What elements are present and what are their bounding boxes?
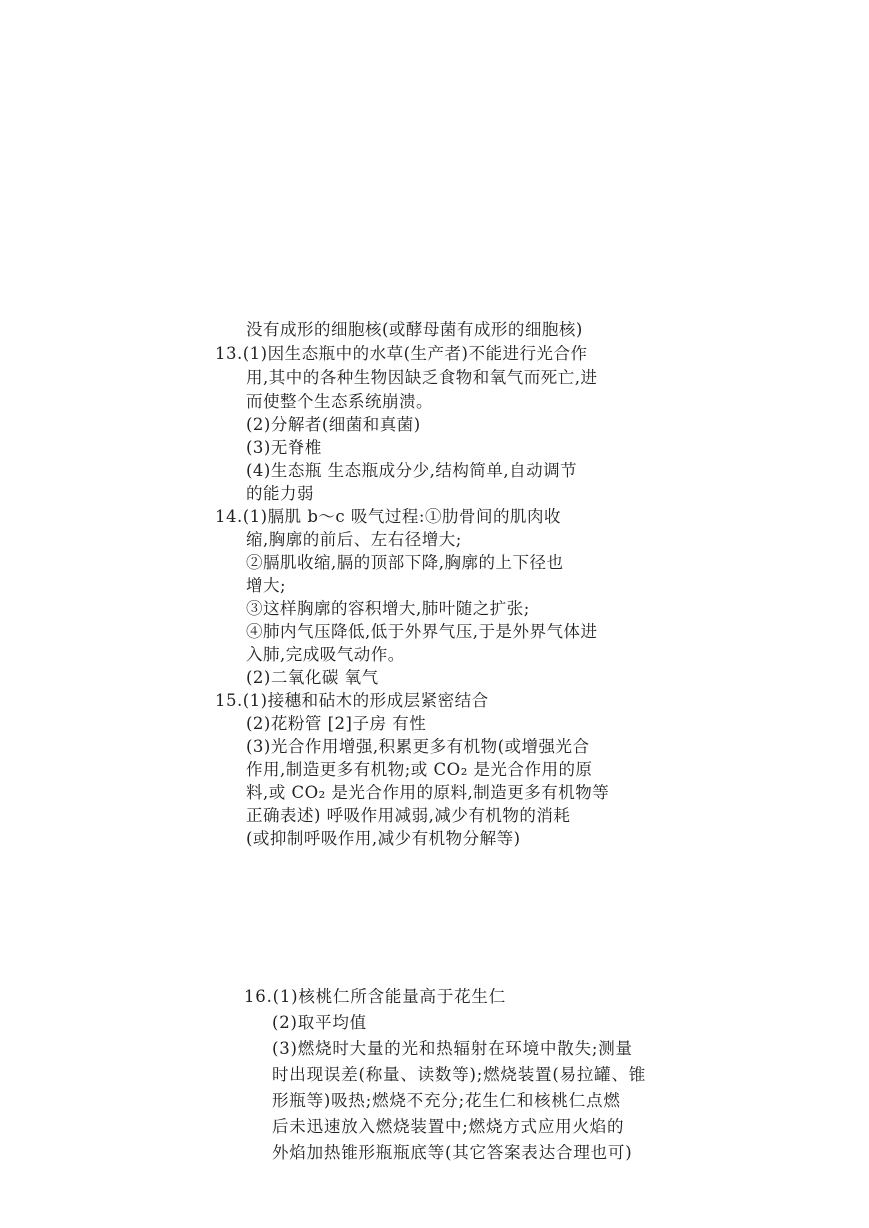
answer-line: 后未迅速放入燃烧装置中;燃烧方式应用火焰的 bbox=[272, 1117, 625, 1136]
answer-line: 没有成形的细胞核(或酵母菌有成形的细胞核) bbox=[246, 320, 583, 339]
answer-line: 用,其中的各种生物因缺乏食物和氧气而死亡,进 bbox=[246, 368, 598, 387]
answer-line: 料,或 CO₂ 是光合作用的原料,制造更多有机物等 bbox=[246, 783, 610, 802]
answer-line: 增大; bbox=[246, 576, 287, 595]
answer-line: 正确表述) 呼吸作用减弱,减少有机物的消耗 bbox=[246, 806, 571, 825]
answer-line: (2)花粉管 [2]子房 有性 bbox=[246, 714, 427, 733]
answer-line: ③这样胸廓的容积增大,肺叶随之扩张; bbox=[246, 599, 530, 618]
answer-line: 作用,制造更多有机物;或 CO₂ 是光合作用的原 bbox=[246, 760, 593, 779]
answer-line: (3)燃烧时大量的光和热辐射在环境中散失;测量 bbox=[272, 1039, 633, 1058]
answer-line: 13.(1)因生态瓶中的水草(生产者)不能进行光合作 bbox=[215, 344, 588, 363]
answer-line: (4)生态瓶 生态瓶成分少,结构简单,自动调节 bbox=[246, 461, 578, 480]
answer-line: (2)取平均值 bbox=[272, 1013, 367, 1032]
answer-line: (或抑制呼吸作用,减少有机物分解等) bbox=[246, 829, 521, 848]
answer-line: 入肺,完成吸气动作。 bbox=[246, 645, 405, 664]
answer-line: 的能力弱 bbox=[246, 484, 314, 503]
answer-line: (2)分解者(细菌和真菌) bbox=[246, 415, 421, 434]
answer-line: ②膈肌收缩,膈的顶部下降,胸廓的上下径也 bbox=[246, 553, 564, 572]
answer-line: 15.(1)接穗和砧木的形成层紧密结合 bbox=[215, 691, 489, 710]
answer-line: (3)无脊椎 bbox=[246, 438, 322, 457]
answer-line: 形瓶等)吸热;燃烧不充分;花生仁和核桃仁点燃 bbox=[272, 1091, 621, 1110]
answer-line: 缩,胸廓的前后、左右径增大; bbox=[246, 530, 462, 549]
answer-line: (3)光合作用增强,积累更多有机物(或增强光合 bbox=[246, 737, 590, 756]
answer-line: 外焰加热锥形瓶瓶底等(其它答案表达合理也可) bbox=[272, 1143, 633, 1162]
answer-line: 时出现误差(称量、读数等);燃烧装置(易拉罐、锥 bbox=[272, 1065, 647, 1084]
answer-line: 而使整个生态系统崩溃。 bbox=[246, 392, 433, 411]
answer-line: 16.(1)核桃仁所含能量高于花生仁 bbox=[244, 987, 507, 1006]
answer-line: (2)二氧化碳 氧气 bbox=[246, 668, 379, 687]
answer-line: 14.(1)膈肌 b～c 吸气过程:①肋骨间的肌肉收 bbox=[215, 507, 561, 526]
answer-line: ④肺内气压降低,低于外界气压,于是外界气体进 bbox=[246, 622, 598, 641]
